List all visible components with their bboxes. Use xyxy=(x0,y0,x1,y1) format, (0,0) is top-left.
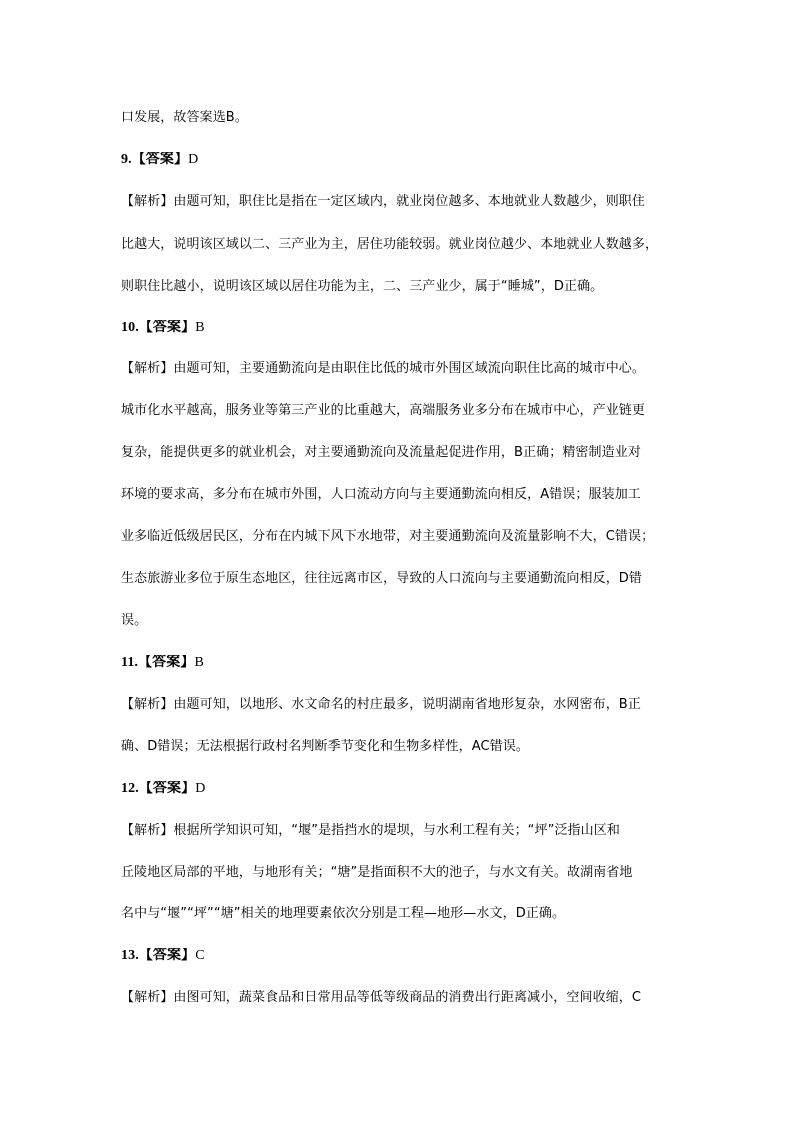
answer-value: D xyxy=(195,781,206,796)
explanation-line: 环境的要求高，多分布在城市外围，人口流动方向与主要通勤流向相反，A错误；服装加工 xyxy=(121,487,641,502)
text-line: 口发展，故答案选B。 xyxy=(121,110,248,125)
answer-label: 12.【答案】 xyxy=(121,781,196,796)
answer-heading-12 xyxy=(121,781,681,797)
explanation-line: 生态旅游业多位于原生态地区，往往远离市区，导致的人口流向与主要通勤流向相反，D错 xyxy=(121,571,643,586)
answer-heading-11 xyxy=(121,655,681,671)
answer-label: 9.【答案】 xyxy=(121,152,189,167)
explanation-line: 复杂，能提供更多的就业机会，对主要通勤流向及流量起促进作用，B正确；精密制造业对 xyxy=(121,445,641,460)
explanation-line: 【解析】由题可知，主要通勤流向是由职住比低的城市外围区域流向职住比高的城市中心。 xyxy=(121,361,646,376)
explanation-line: 城市化水平越高，服务业等第三产业的比重越大，高端服务业多分布在城市中心，产业链更 xyxy=(121,403,646,418)
answer-label: 11.【答案】 xyxy=(121,655,195,670)
explanation-line: 【解析】根据所学知识可知，“堰”是指挡水的堤坝，与水利工程有关；“坪”泛指山区和 xyxy=(121,823,620,838)
explanation-line: 丘陵地区局部的平地，与地形有关；“塘”是指面积不大的池子，与水文有关。故湖南省地 xyxy=(121,865,633,880)
explanation-line: 误。 xyxy=(121,613,148,628)
answer-value: D xyxy=(188,152,199,167)
answer-label: 13.【答案】 xyxy=(121,948,196,963)
explanation-line: 业多临近低级居民区，分布在内城下风下水地带，对主要通勤流向及流量影响不大，C错误； xyxy=(121,529,655,544)
answer-heading-9 xyxy=(121,152,681,168)
explanation-line: 【解析】由图可知，蔬菜食品和日常用品等低等级商品的消费出行距离减小，空间收缩，C xyxy=(121,990,642,1005)
answer-value: B xyxy=(195,320,205,335)
explanation-line: 比越大，说明该区域以二、三产业为主，居住功能较弱。就业岗位越少、本地就业人数越多， xyxy=(121,237,659,252)
explanation-line: 名中与“堰”“坪”“塘”相关的地理要素依次分别是工程—地形—水文，D正确。 xyxy=(121,906,566,921)
answer-heading-13 xyxy=(121,948,681,964)
answer-heading-10 xyxy=(121,320,681,336)
explanation-line: 则职住比越小，说明该区域以居住功能为主，二、三产业少，属于“睡城”，D正确。 xyxy=(121,279,604,294)
explanation-line: 确、D错误；无法根据行政村名判断季节变化和生物多样性，AC错误。 xyxy=(121,739,529,754)
explanation-line: 【解析】由题可知，职住比是指在一定区域内，就业岗位越多、本地就业人数越少，则职住 xyxy=(121,194,646,209)
answer-value: C xyxy=(195,948,205,963)
answer-label: 10.【答案】 xyxy=(121,320,196,335)
answer-value: B xyxy=(194,655,204,670)
explanation-line: 【解析】由题可知，以地形、水文命名的村庄最多，说明湖南省地形复杂，水网密布，B正 xyxy=(121,697,641,712)
